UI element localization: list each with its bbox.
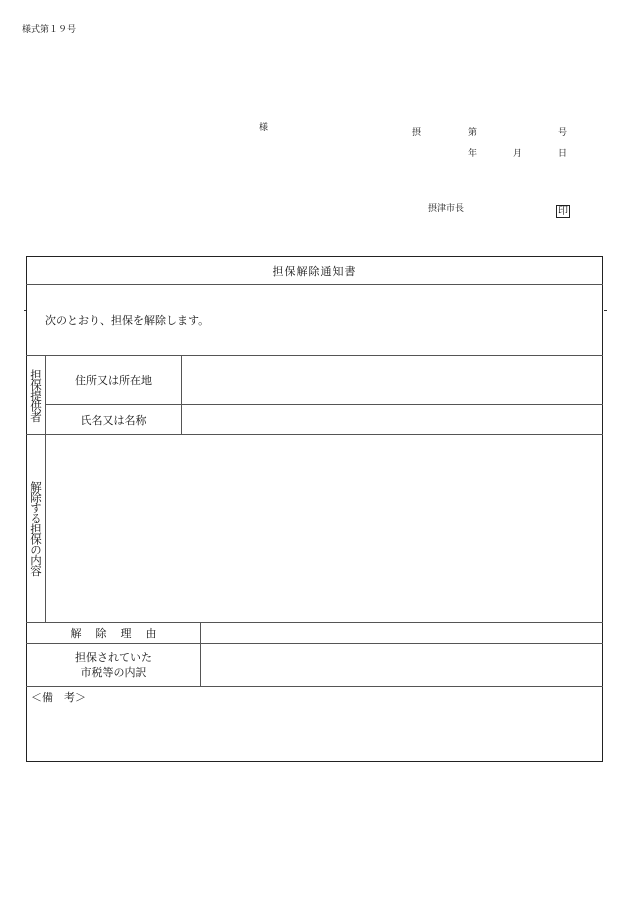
remarks-cell[interactable] — [27, 687, 603, 762]
content-label-cell — [27, 435, 46, 623]
form-number: 様式第１９号 — [22, 25, 77, 35]
content-label: 解除する担保の内容 — [29, 481, 43, 576]
doc-number-prefix: 摂 — [412, 128, 422, 138]
seal-mark — [556, 199, 570, 218]
reason-label: 解除理由 — [27, 623, 201, 644]
remarks-label: ＜備 考＞ — [31, 691, 86, 704]
addressee-honorific: 様 — [259, 123, 269, 133]
doc-number-go: 号 — [558, 128, 568, 138]
provider-label-cell — [27, 356, 46, 435]
issuer-title: 摂津市長 — [428, 204, 465, 214]
content-field[interactable] — [46, 435, 603, 623]
name-label: 氏名又は名称 — [46, 405, 182, 435]
date-day: 日 — [558, 149, 568, 159]
doc-number-dai: 第 — [468, 128, 478, 138]
reason-field[interactable] — [201, 623, 603, 644]
breakdown-field[interactable] — [201, 644, 603, 687]
address-label: 住所又は所在地 — [46, 356, 182, 405]
form-title: 担保解除通知書 — [27, 257, 603, 285]
notice-form-table — [26, 256, 603, 762]
right-margin-tick — [604, 310, 607, 311]
provider-label: 担保提供者 — [29, 368, 43, 422]
address-field[interactable] — [182, 356, 603, 405]
seal-label: 印 — [558, 206, 568, 217]
breakdown-label-cell — [27, 644, 201, 687]
name-field[interactable] — [182, 405, 603, 435]
intro-text: 次のとおり、担保を解除します。 — [27, 285, 603, 356]
breakdown-label-line1: 担保されていた — [75, 651, 152, 664]
date-year: 年 — [468, 149, 478, 159]
breakdown-label-line2: 市税等の内訳 — [80, 666, 147, 679]
date-month: 月 — [513, 149, 523, 159]
